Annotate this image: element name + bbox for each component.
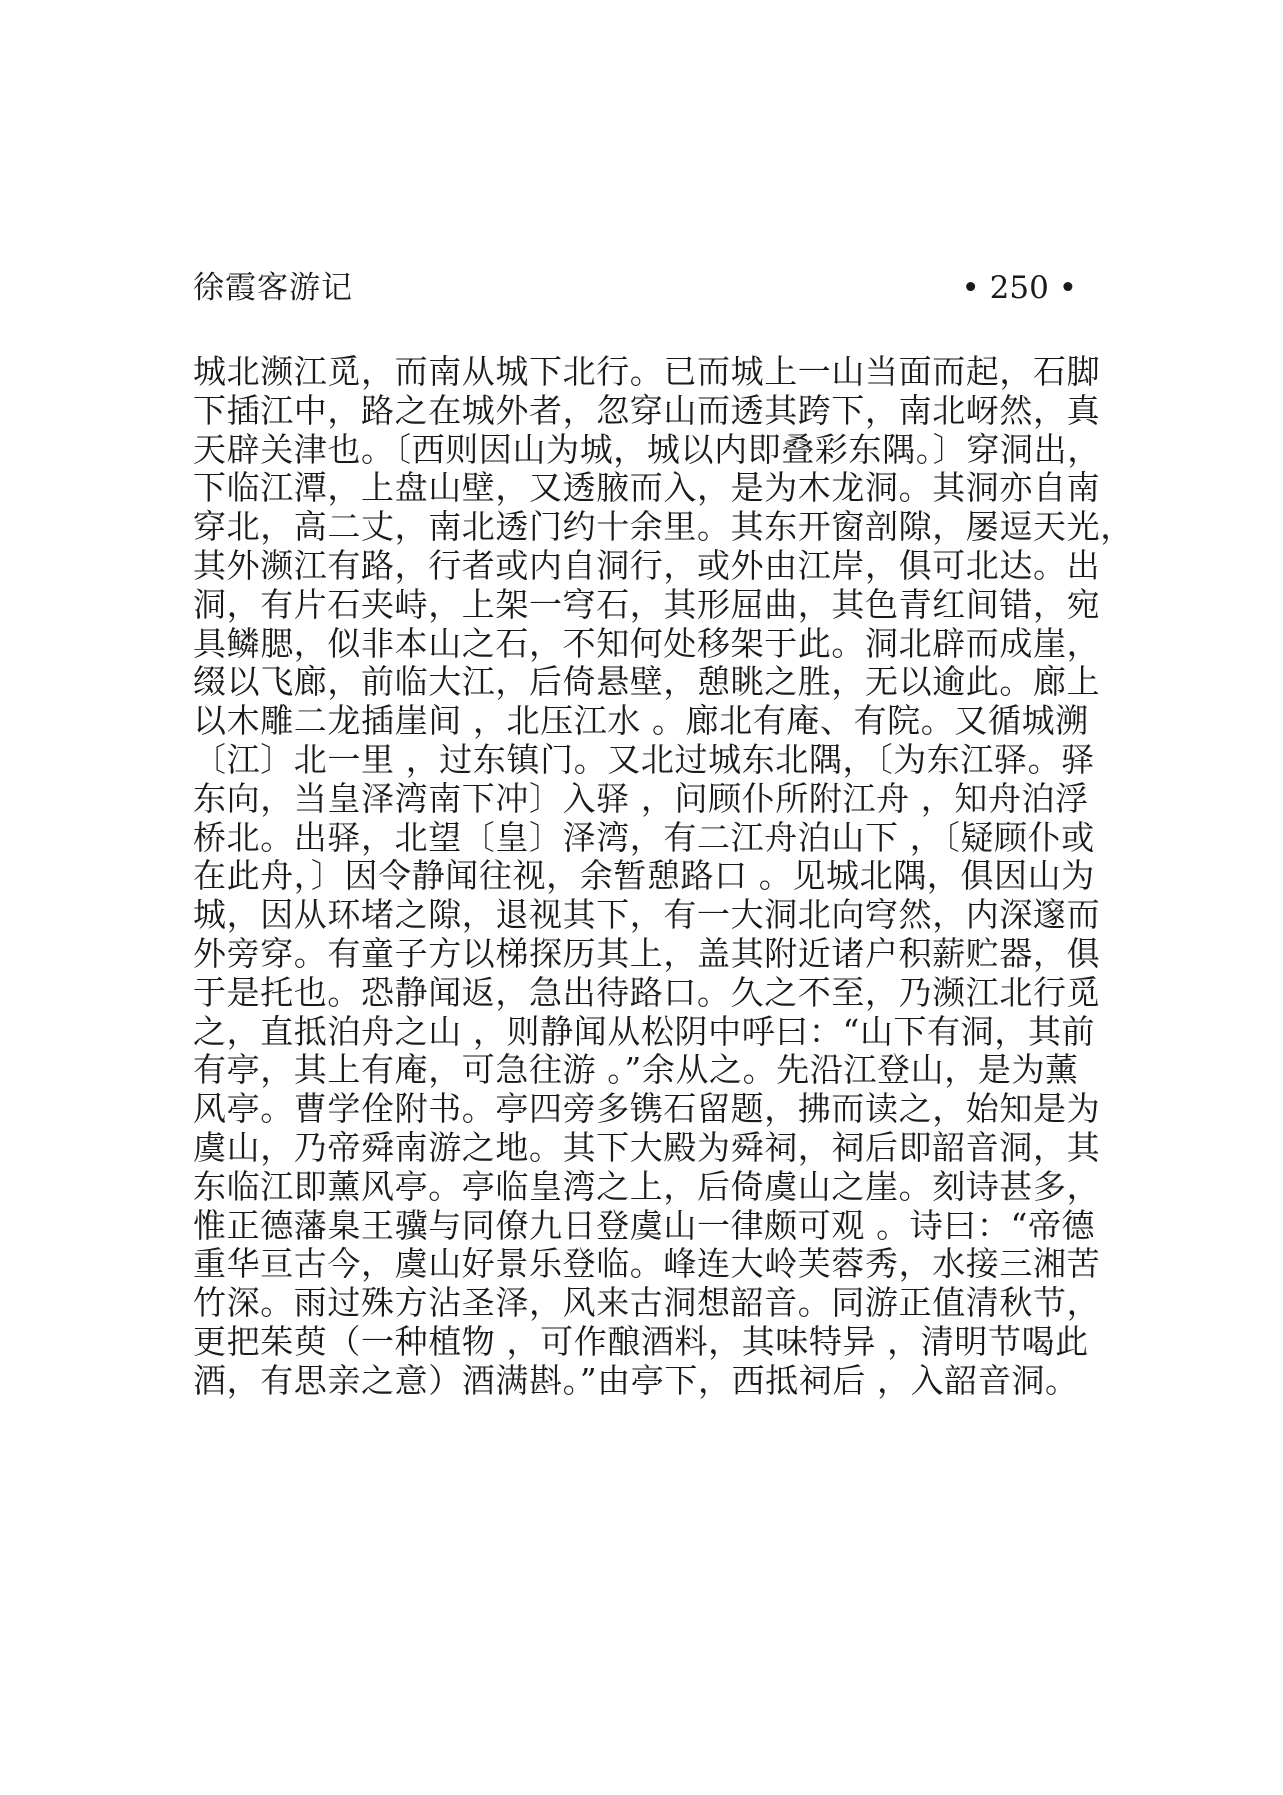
book-title: 徐霞客游记 <box>193 270 353 306</box>
text-line: 穿北，高二丈，南北透门约十余里。其东开窗剖隙，屡逗天光， <box>193 507 1134 547</box>
text-line: 更把茱萸（一种植物 ，可作酿酒料，其味特异 ，清明节喝此 <box>193 1321 1089 1361</box>
text-line: 在此舟，〕因令静闻往视，余暂憩路口 。见城北隅，俱因山为 <box>193 856 1095 896</box>
text-line: 城北濒江觅，而南从城下北行。已而城上一山当面而起，石脚 <box>193 352 1101 391</box>
page-number: • 250 • <box>961 270 1077 306</box>
text-line: 以木雕二龙插崖间 ，北压江水 。廊北有庵、有院。又循城溯 <box>193 701 1089 741</box>
text-line: 于是托也。恐静闻返，急出待路口。久之不至，乃濒江北行觅 <box>193 972 1101 1012</box>
text-line: 虞山，乃帝舜南游之地。其下大殿为舜祠，祠后即韶音洞，其 <box>193 1127 1101 1167</box>
body-text <box>193 352 1134 1401</box>
text-line: 天辟关津也。〔西则因山为城，城以内即叠彩东隅。〕穿洞出， <box>193 429 1101 469</box>
text-line: 酒，有思亲之意）酒满斟。”由亭下，西抵祠后 ，入韶音洞。 <box>193 1360 1079 1400</box>
text-line: 东向，当皇泽湾南下冲〕入驿 ，问顾仆所附江舟 ，知舟泊浮 <box>193 778 1089 818</box>
text-line: 〔江〕北一里 ，过东镇门。又北过城东北隅，〔为东江驿。驿 <box>193 739 1095 779</box>
text-line: 竹深。雨过殊方沾圣泽，风来古洞想韶音。同游正值清秋节， <box>193 1283 1101 1323</box>
text-line: 重华亘古今，虞山好景乐登临。峰连大岭芙蓉秀，水接三湘苦 <box>193 1244 1101 1284</box>
text-line: 洞，有片石夹峙，上架一穹石，其形屈曲，其色青红间错，宛 <box>193 584 1101 624</box>
text-line: 风亭。曹学佺附书。亭四旁多镌石留题，拂而读之，始知是为 <box>193 1089 1101 1129</box>
text-line: 惟正德藩臬王骥与同僚九日登虞山一律颇可观 。诗曰：“帝德 <box>193 1205 1096 1245</box>
text-line: 外旁穿。有童子方以梯探历其上，盖其附近诸户积薪贮器，俱 <box>193 933 1101 973</box>
text-line: 有亭，其上有庵，可急往游 。”余从之。先沿江登山，是为薰 <box>193 1050 1079 1090</box>
text-line: 东临江即薰风亭。亭临皇湾之上，后倚虞山之崖。刻诗甚多， <box>193 1166 1101 1206</box>
page-header <box>193 268 1077 308</box>
text-line: 下临江潭，上盘山壁，又透腋而入，是为木龙洞。其洞亦自南 <box>193 468 1101 508</box>
text-line: 下插江中，路之在城外者，忽穿山而透其跨下，南北岈然，真 <box>193 390 1101 430</box>
text-line: 桥北。出驿，北望〔皇〕泽湾，有二江舟泊山下 ，〔疑顾仆或 <box>193 817 1095 857</box>
text-line: 之，直抵泊舟之山 ，则静闻从松阴中呼曰：“山下有洞，其前 <box>193 1011 1096 1051</box>
text-line: 缀以飞廊，前临大江，后倚悬壁，憩眺之胜，无以逾此。廊上 <box>193 662 1101 702</box>
text-line: 城，因从环堵之隙，退视其下，有一大洞北向穹然，内深邃而 <box>193 895 1101 935</box>
text-line: 其外濒江有路，行者或内自洞行，或外由江岸，俱可北达。出 <box>193 545 1101 585</box>
text-line: 具鳞腮，似非本山之石，不知何处移架于此。洞北辟而成崖， <box>193 623 1101 663</box>
